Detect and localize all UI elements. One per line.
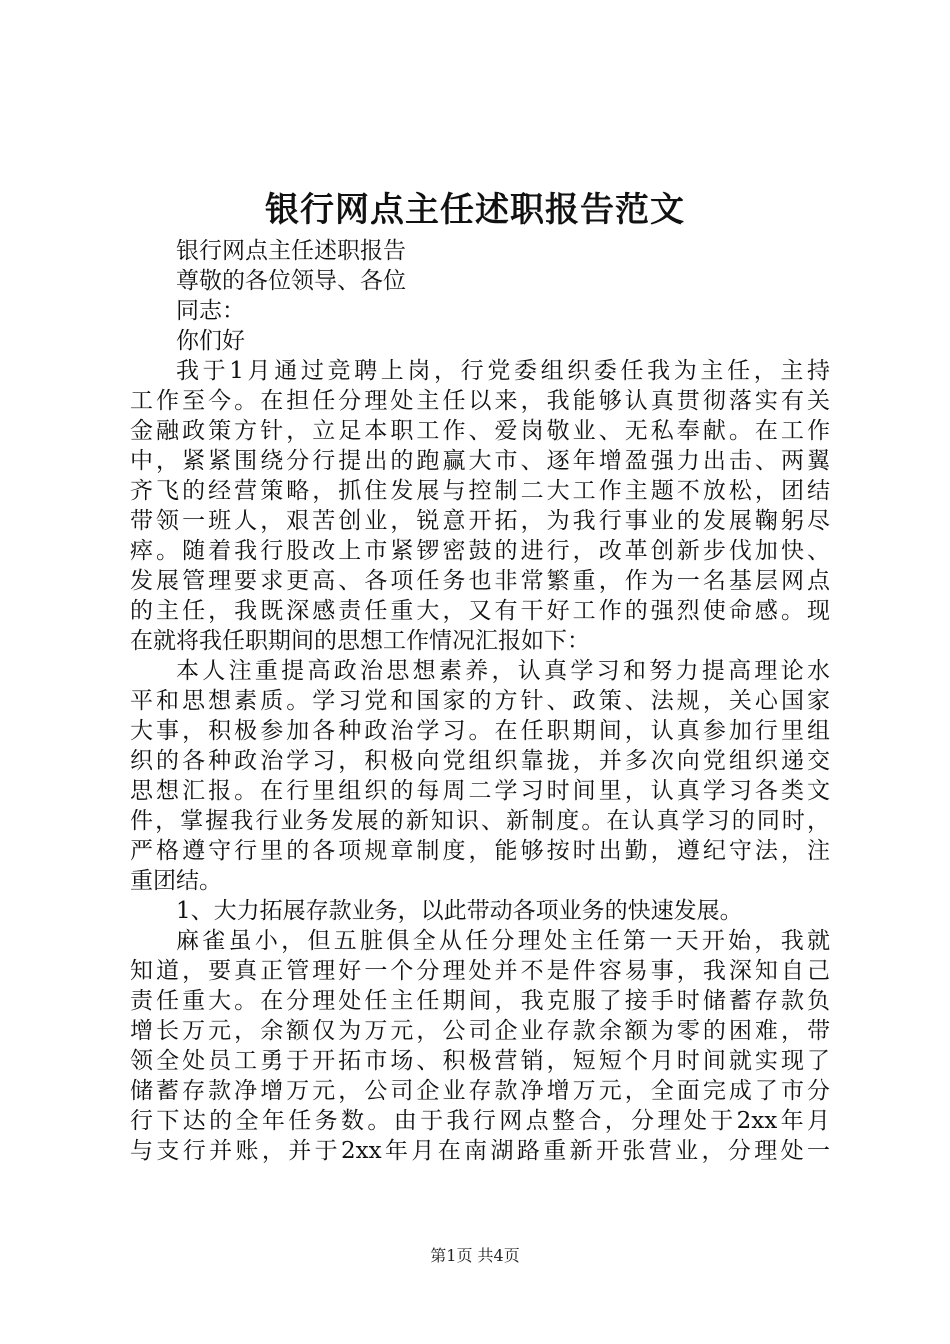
text-line: 带领一班人，艰苦创业，锐意开拓，为我行事业的发展鞠躬尽 xyxy=(130,508,830,534)
text-line: 麻雀虽小，但五脏俱全从任分理处主任第一天开始，我就 xyxy=(176,928,830,954)
text-line: 行下达的全年任务数。由于我行网点整合，分理处于2xx年月 xyxy=(130,1108,830,1134)
text-line: 领全处员工勇于开拓市场、积极营销，短短个月时间就实现了 xyxy=(130,1048,830,1074)
text-line: 思想汇报。在行里组织的每周二学习时间里，认真学习各类文 xyxy=(130,778,830,804)
text-line: 尊敬的各位领导、各位 xyxy=(176,268,406,294)
document-title: 银行网点主任述职报告范文 xyxy=(265,190,685,230)
text-line: 工作至今。在担任分理处主任以来，我能够认真贯彻落实有关 xyxy=(130,388,830,414)
page-footer: 第1页 共4页 xyxy=(430,1246,520,1265)
text-line: 瘁。随着我行股改上市紧锣密鼓的进行，改革创新步伐加快、 xyxy=(130,538,830,564)
document-body xyxy=(130,236,830,1166)
text-line: 同志： xyxy=(176,298,245,324)
text-line: 1、大力拓展存款业务，以此带动各项业务的快速发展。 xyxy=(176,898,743,924)
text-line: 严格遵守行里的各项规章制度，能够按时出勤，遵纪守法，注 xyxy=(130,838,830,864)
text-line: 织的各种政治学习，积极向党组织靠拢，并多次向党组织递交 xyxy=(130,748,830,774)
text-line: 与支行并账，并于2xx年月在南湖路重新开张营业，分理处一 xyxy=(130,1138,830,1164)
text-line: 件，掌握我行业务发展的新知识、新制度。在认真学习的同时， xyxy=(130,808,830,834)
text-line: 齐飞的经营策略，抓住发展与控制二大工作主题不放松，团结 xyxy=(130,478,830,504)
text-line: 你们好 xyxy=(176,328,245,354)
text-line: 我于1月通过竞聘上岗，行党委组织委任我为主任，主持 xyxy=(176,358,830,384)
text-line: 平和思想素质。学习党和国家的方针、政策、法规，关心国家 xyxy=(130,688,830,714)
text-line: 重团结。 xyxy=(130,868,222,894)
text-line: 的主任，我既深感责任重大，又有干好工作的强烈使命感。现 xyxy=(130,598,830,624)
text-line: 发展管理要求更高、各项任务也非常繁重，作为一名基层网点 xyxy=(130,568,830,594)
text-line: 中，紧紧围绕分行提出的跑赢大市、逐年增盈强力出击、两翼 xyxy=(130,448,830,474)
text-line: 本人注重提高政治思想素养，认真学习和努力提高理论水 xyxy=(176,658,830,684)
text-line: 责任重大。在分理处任主任期间，我克服了接手时储蓄存款负 xyxy=(130,988,830,1014)
text-line: 在就将我任职期间的思想工作情况汇报如下： xyxy=(130,628,590,654)
text-line: 大事，积极参加各种政治学习。在任职期间，认真参加行里组 xyxy=(130,718,830,744)
text-line: 知道，要真正管理好一个分理处并不是件容易事，我深知自己 xyxy=(130,958,830,984)
text-line: 银行网点主任述职报告 xyxy=(176,238,406,264)
text-line: 增长万元，余额仅为万元，公司企业存款余额为零的困难，带 xyxy=(130,1018,830,1044)
text-line: 金融政策方针，立足本职工作、爱岗敬业、无私奉献。在工作 xyxy=(130,418,830,444)
text-line: 储蓄存款净增万元，公司企业存款净增万元，全面完成了市分 xyxy=(130,1078,830,1104)
